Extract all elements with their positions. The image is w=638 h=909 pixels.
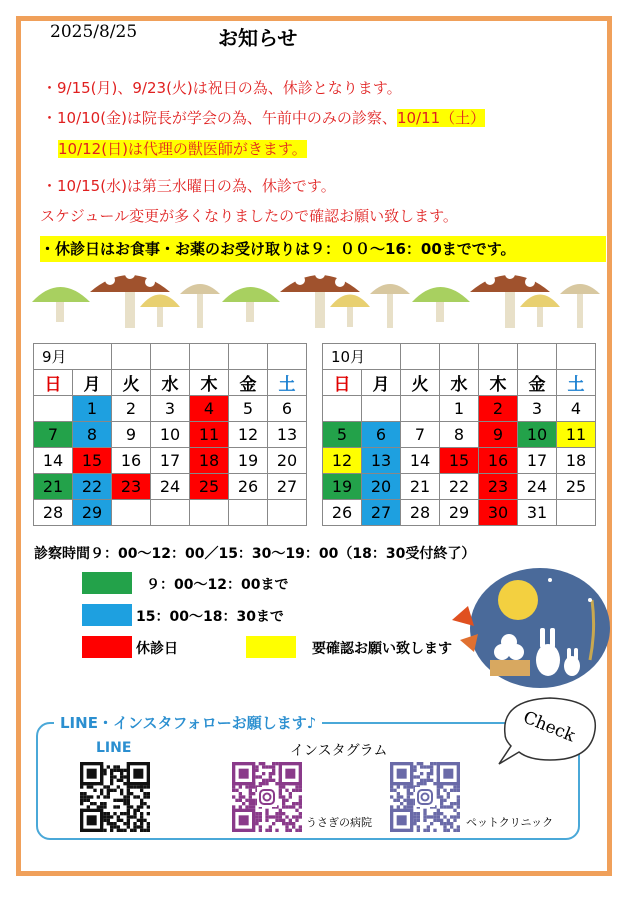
calendar-day-cell: 25: [557, 474, 596, 500]
calendar-day-cell: 1: [440, 396, 479, 422]
calendar-empty-cell: [557, 344, 596, 370]
calendar-day-cell: [323, 396, 362, 422]
notice-conference-text: ・10/10(金)は院長が学会の為、午前中のみの診察、: [42, 109, 397, 127]
weekday-header: 火: [401, 370, 440, 396]
calendar-day-cell: 11: [190, 422, 229, 448]
calendar-day-cell: 6: [268, 396, 307, 422]
calendar-day-cell: 12: [229, 422, 268, 448]
calendar-day-cell: 4: [557, 396, 596, 422]
calendar-empty-cell: [190, 344, 229, 370]
mushroom-decoration: [30, 262, 610, 334]
page-title: お知らせ: [218, 26, 298, 50]
calendar-day-cell: 23: [479, 474, 518, 500]
calendar-day-cell: 8: [73, 422, 112, 448]
calendar-day-cell: [229, 500, 268, 526]
instagram-caption-2: ペットクリニック: [466, 816, 554, 829]
calendar-empty-cell: [518, 344, 557, 370]
calendar-day-cell: 19: [229, 448, 268, 474]
calendar-empty-cell: [112, 344, 151, 370]
calendar-day-cell: 21: [34, 474, 73, 500]
calendar-day-cell: 22: [440, 474, 479, 500]
calendar-day-cell: 7: [34, 422, 73, 448]
calendar-day-cell: 8: [440, 422, 479, 448]
legend-yellow-label: 要確認お願い致します: [312, 641, 452, 657]
consultation-hours: 診察時間９：00〜12：00／15：30〜19：00（18：30受付終了）: [34, 546, 476, 562]
weekday-header: 金: [518, 370, 557, 396]
weekday-header: 土: [268, 370, 307, 396]
legend-red-label: 休診日: [136, 641, 178, 657]
notice-date: 2025/8/25: [50, 22, 138, 42]
weekday-header: 月: [73, 370, 112, 396]
calendar-day-cell: 26: [229, 474, 268, 500]
calendar-day-cell: 2: [479, 396, 518, 422]
weekday-header: 日: [323, 370, 362, 396]
calendar-day-cell: 21: [401, 474, 440, 500]
calendar-day-cell: 14: [401, 448, 440, 474]
legend-green-swatch: [82, 572, 132, 594]
sns-title: LINE・インスタフォローお願します♪: [54, 712, 322, 733]
calendar-october: [322, 343, 596, 526]
calendar-empty-cell: [268, 344, 307, 370]
instagram-qr-code-1[interactable]: [232, 762, 302, 832]
notice-conference: [42, 107, 485, 128]
calendar-day-cell: [362, 396, 401, 422]
calendar-day-cell: 13: [268, 422, 307, 448]
weekday-header: 水: [440, 370, 479, 396]
calendar-day-cell: 20: [268, 448, 307, 474]
legend-green-label: ９：00〜12：00まで: [146, 577, 289, 593]
calendar-empty-cell: [479, 344, 518, 370]
mushroom-group-2-icon: [222, 269, 410, 328]
calendar-day-cell: 20: [362, 474, 401, 500]
calendar-day-cell: [190, 500, 229, 526]
calendar-empty-cell: [401, 344, 440, 370]
instagram-label: インスタグラム: [290, 743, 388, 759]
notice-substitute: [58, 138, 307, 159]
calendar-day-cell: 17: [151, 448, 190, 474]
calendar-day-cell: 30: [479, 500, 518, 526]
calendar-day-cell: 18: [557, 448, 596, 474]
check-bubble-text: Check: [520, 707, 578, 747]
calendar-day-cell: 9: [112, 422, 151, 448]
calendar-day-cell: 3: [518, 396, 557, 422]
calendar-day-cell: [112, 500, 151, 526]
instagram-caption-1: うさぎの病院: [306, 816, 372, 829]
notice-pickup-hours: ・休診日はお食事・お薬のお受け取りは９：００〜16：00までです。: [40, 236, 606, 262]
calendar-day-cell: 15: [73, 448, 112, 474]
calendar-day-cell: 16: [479, 448, 518, 474]
calendar-day-cell: 9: [479, 422, 518, 448]
mushroom-group-3-icon: [412, 269, 600, 328]
calendar-day-cell: 10: [151, 422, 190, 448]
calendar-empty-cell: [440, 344, 479, 370]
calendar-day-cell: [401, 396, 440, 422]
calendar-day-cell: 29: [73, 500, 112, 526]
notice-substitute-text: 10/12(日)は代理の獣医師がきます。: [58, 140, 307, 158]
calendar-day-cell: [151, 500, 190, 526]
notice-third-wednesday: ・10/15(水)は第三水曜日の為、休診です。: [42, 177, 336, 195]
calendar-empty-cell: [229, 344, 268, 370]
line-qr-code[interactable]: [80, 762, 150, 832]
calendar-day-cell: 11: [557, 422, 596, 448]
notice-schedule-change: スケジュール変更が多くなりましたので確認お願い致します。: [40, 207, 458, 225]
calendar-day-cell: 23: [112, 474, 151, 500]
mushroom-group-1-icon: [32, 269, 220, 328]
calendar-day-cell: 5: [323, 422, 362, 448]
calendar-day-cell: 27: [268, 474, 307, 500]
notice-holidays: ・9/15(月)、9/23(火)は祝日の為、休診となります。: [42, 79, 402, 97]
calendar-september: [33, 343, 307, 526]
calendar-day-cell: 14: [34, 448, 73, 474]
calendar-day-cell: 24: [518, 474, 557, 500]
calendar-day-cell: 19: [323, 474, 362, 500]
calendar-day-cell: 4: [190, 396, 229, 422]
instagram-qr-code-2[interactable]: [390, 762, 460, 832]
calendar-day-cell: 28: [401, 500, 440, 526]
weekday-header: 水: [151, 370, 190, 396]
legend-red-swatch: [82, 636, 132, 658]
weekday-header: 月: [362, 370, 401, 396]
calendar-day-cell: 17: [518, 448, 557, 474]
calendar-day-cell: 27: [362, 500, 401, 526]
calendar-day-cell: 1: [73, 396, 112, 422]
calendar-day-cell: 13: [362, 448, 401, 474]
calendar-day-cell: 6: [362, 422, 401, 448]
calendar-day-cell: [268, 500, 307, 526]
calendar-month-label: 10月: [323, 344, 401, 370]
calendar-day-cell: 3: [151, 396, 190, 422]
moon-rabbit-illustration: [440, 560, 610, 690]
calendar-month-label: 9月: [34, 344, 112, 370]
calendar-day-cell: 31: [518, 500, 557, 526]
calendar-day-cell: 16: [112, 448, 151, 474]
calendar-day-cell: 24: [151, 474, 190, 500]
notice-highlight-date: 10/11（土）: [396, 109, 486, 127]
weekday-header: 火: [112, 370, 151, 396]
legend-blue-swatch: [82, 604, 132, 626]
weekday-header: 日: [34, 370, 73, 396]
calendar-day-cell: 18: [190, 448, 229, 474]
weekday-header: 金: [229, 370, 268, 396]
calendar-day-cell: [557, 500, 596, 526]
calendar-day-cell: 5: [229, 396, 268, 422]
legend-blue-label: 15：00〜18：30まで: [136, 609, 284, 625]
calendar-day-cell: 22: [73, 474, 112, 500]
calendar-day-cell: 28: [34, 500, 73, 526]
calendar-day-cell: 15: [440, 448, 479, 474]
calendar-day-cell: 2: [112, 396, 151, 422]
line-label: LINE: [96, 740, 132, 756]
calendar-empty-cell: [151, 344, 190, 370]
calendar-day-cell: 25: [190, 474, 229, 500]
calendar-day-cell: 7: [401, 422, 440, 448]
calendar-day-cell: 12: [323, 448, 362, 474]
weekday-header: 土: [557, 370, 596, 396]
weekday-header: 木: [479, 370, 518, 396]
calendar-day-cell: 26: [323, 500, 362, 526]
weekday-header: 木: [190, 370, 229, 396]
calendar-day-cell: 10: [518, 422, 557, 448]
calendar-day-cell: 29: [440, 500, 479, 526]
calendar-day-cell: [34, 396, 73, 422]
legend-yellow-swatch: [246, 636, 296, 658]
